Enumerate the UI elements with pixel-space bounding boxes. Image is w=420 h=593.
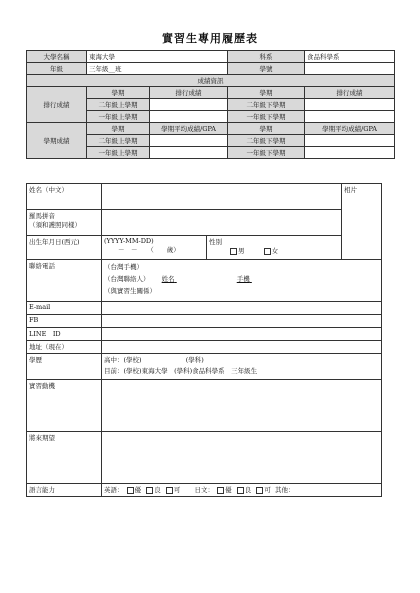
gpa-value-right-1[interactable] (305, 135, 395, 147)
romanization-label-1: 羅馬拼音 (29, 212, 55, 220)
future-label: 將來期望 (27, 432, 102, 484)
rank-term-right-1: 二年級下學期 (228, 99, 305, 111)
line-label: LINE ID (27, 328, 102, 341)
motivation-field[interactable] (102, 380, 382, 432)
japanese-fair-checkbox[interactable] (256, 487, 263, 494)
rank-header: 排行成績 (150, 87, 228, 99)
contact-name-label: 姓名 (161, 275, 175, 283)
email-field[interactable] (102, 302, 382, 315)
female-label: 女 (271, 247, 279, 255)
edu-current: 目前：(學校)東海大學 (學科)食品科學系 三年級生 (104, 367, 258, 375)
gpa-term-left-2: 一年級上學期 (87, 147, 150, 159)
rank-term-left-2: 一年級上學期 (87, 111, 150, 123)
fb-field[interactable] (102, 315, 382, 328)
motivation-label: 實習動機 (27, 380, 102, 432)
english-fair-checkbox[interactable] (166, 487, 173, 494)
name-field[interactable] (102, 184, 342, 210)
gpa-value-left-2[interactable] (150, 147, 228, 159)
dept-label: 科系 (228, 51, 305, 63)
male-label: 男 (238, 247, 245, 255)
rank-term-right-2: 一年級下學期 (228, 111, 305, 123)
gpa-header-2: 學期平均成績/GPA (305, 123, 395, 135)
gpa-value-right-2[interactable] (305, 147, 395, 159)
contact-mobile-label: 手機 (236, 275, 250, 283)
english-ok-checkbox[interactable] (146, 487, 153, 494)
japanese-ok-checkbox[interactable] (237, 487, 244, 494)
edu-high: 高中：(學校) (104, 356, 142, 364)
gpa-value-left-1[interactable] (150, 135, 228, 147)
form-title: 實習生專用履歷表 (162, 32, 258, 45)
dept-value[interactable]: 食品科學系 (305, 51, 395, 63)
language-field (102, 484, 382, 497)
japanese-label: 日文： (194, 486, 215, 494)
contact-label: 聯絡電話 (27, 260, 102, 302)
other-label: 其他： (275, 486, 295, 494)
relation-label: （與實習生關係） (104, 287, 156, 295)
address-label: 地址（現在） (27, 341, 102, 354)
education-label: 學歷 (27, 354, 102, 380)
dob-field[interactable] (102, 236, 207, 260)
gpa-label: 學期成績 (27, 123, 87, 159)
rank-term-left-1: 二年級上學期 (87, 99, 150, 111)
rank-header-2: 排行成績 (305, 87, 395, 99)
gpa-term-right-1: 二年級下學期 (228, 135, 305, 147)
photo-label: 相片 (344, 186, 357, 194)
photo-box[interactable] (342, 184, 382, 260)
dob-blank: － － （ 歲） (118, 246, 180, 254)
male-checkbox[interactable] (230, 248, 237, 255)
taiwan-mobile: （台灣手機） (104, 263, 143, 271)
fb-label: FB (27, 315, 102, 328)
english-label: 英語： (104, 486, 124, 494)
rank-label: 排行成績 (27, 87, 87, 123)
dob-label: 出生年月日(西元) (27, 236, 102, 260)
romanization-field[interactable] (102, 210, 342, 236)
romanization-label (27, 210, 102, 236)
personal-info-table (26, 183, 382, 497)
romanization-label-2: （須和護照同樣） (29, 221, 81, 229)
japanese-fair-label: 可 (264, 486, 271, 494)
grade-value[interactable]: 三年級__班 (87, 63, 228, 75)
english-good-checkbox[interactable] (127, 487, 134, 494)
future-field[interactable] (102, 432, 382, 484)
school-info-table (26, 50, 395, 159)
grades-section-title: 成績資訊 (27, 75, 395, 87)
student-id-value[interactable] (305, 63, 395, 75)
english-ok-label: 良 (154, 486, 161, 494)
rank-term-header-2: 學期 (228, 87, 305, 99)
rank-value-right-1[interactable] (305, 99, 395, 111)
gpa-term-header: 學期 (87, 123, 150, 135)
rank-term-header: 學期 (87, 87, 150, 99)
rank-value-left-1[interactable] (150, 99, 228, 111)
line-field[interactable] (102, 328, 382, 341)
gpa-term-header-2: 學期 (228, 123, 305, 135)
edu-high-major: (學科) (185, 356, 204, 364)
english-fair-label: 可 (173, 486, 181, 494)
language-label: 語言能力 (27, 484, 102, 497)
english-good-label: 優 (134, 486, 142, 494)
gender-field (207, 236, 342, 260)
name-label: 姓名（中文） (27, 184, 102, 210)
education-field[interactable] (102, 354, 382, 380)
student-id-label: 學號 (228, 63, 305, 75)
university-value[interactable]: 東海大學 (87, 51, 228, 63)
japanese-good-checkbox[interactable] (217, 487, 224, 494)
gpa-term-right-2: 一年級下學期 (228, 147, 305, 159)
japanese-ok-label: 良 (244, 486, 252, 494)
gender-label: 性別 (209, 238, 222, 246)
contact-field[interactable] (102, 260, 382, 302)
taiwan-contact: （台灣聯絡人） (104, 275, 150, 283)
japanese-good-label: 優 (225, 486, 232, 494)
rank-value-right-2[interactable] (305, 111, 395, 123)
gpa-term-left-1: 二年級上學期 (87, 135, 150, 147)
dob-format: (YYYY-MM-DD) (104, 237, 154, 245)
gpa-header: 學期平均成績/GPA (150, 123, 228, 135)
grade-label: 年級 (27, 63, 87, 75)
university-label: 大學名稱 (27, 51, 87, 63)
rank-value-left-2[interactable] (150, 111, 228, 123)
female-checkbox[interactable] (264, 248, 271, 255)
email-label: E-mail (27, 302, 102, 315)
address-field[interactable] (102, 341, 382, 354)
